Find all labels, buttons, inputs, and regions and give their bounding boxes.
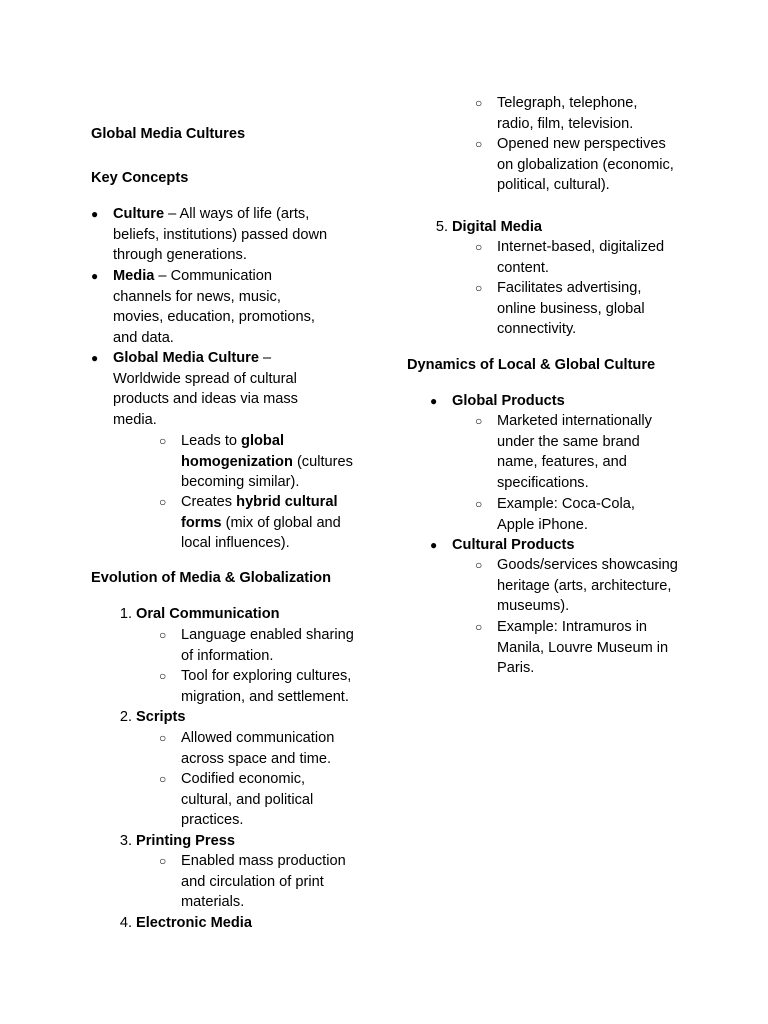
list-item-printing-press: 3. Printing Press [119, 833, 235, 849]
section-heading-evolution: Evolution of Media & Globalization [91, 570, 331, 586]
bullet-marker: ● [91, 207, 99, 221]
section-heading-dynamics: Dynamics of Local & Global Culture [407, 357, 656, 373]
list-item-culture [91, 204, 353, 266]
sub-item: ○ Language enabled sharing of information. [159, 627, 354, 664]
term-culture: Culture [113, 206, 165, 222]
sub-item: ○ Example: Intramuros in Manila, Louvre Museum in Paris. [475, 619, 669, 677]
sub-item: ○ Example: Coca-Cola, Apple iPhone. [475, 496, 635, 533]
definition-media: – Communication channels for news, music, movies, education, promotions, and data. [113, 268, 315, 347]
sub-item: ○ Goods/services showcasing heritage (arts, architecture, museums). [475, 557, 678, 615]
list-item-oral-communication: 1. Oral Communication [119, 606, 280, 622]
sub-item: ○ Facilitates advertising, online business, global connectivity. [475, 280, 645, 338]
sub-item: ○ Marketed internationally under the same brand name, features, and specifications. [475, 413, 652, 492]
term-global-media-culture: Global Media Culture [113, 350, 259, 366]
list-item-cultural-products: ● Cultural Products [430, 537, 575, 553]
document-title: Global Media Cultures [91, 126, 246, 142]
sub-item: ○ Enabled mass production and circulation of print materials. [159, 853, 346, 911]
sub-item-hybrid: ○ Creates hybrid cultural forms (mix of global and local influences). [159, 494, 341, 552]
bullet-marker: ● [91, 351, 99, 365]
sub-bullet-marker: ○ [159, 495, 167, 509]
list-item-global-media-culture [91, 348, 318, 431]
sub-item: ○ Tool for exploring cultures, migration, and settlement. [159, 668, 352, 705]
sub-item: ○ Allowed communication across space and time. [159, 730, 335, 767]
definition-culture: – All ways of life (arts, beliefs, institutions) passed down through generations. [113, 206, 328, 264]
list-item-electronic-media: 4. Electronic Media [119, 915, 252, 931]
list-item-media [91, 266, 333, 349]
sub-item: ○ Opened new perspectives on globalization (economic, political, cultural). [475, 136, 674, 194]
sub-bullet-marker: ○ [159, 434, 167, 448]
definition-global-media-culture: – Worldwide spread of cultural products and ideas via mass media. [113, 350, 298, 429]
section-heading-key-concepts: Key Concepts [91, 170, 189, 186]
list-item-global-products: ● Global Products [430, 393, 565, 409]
sub-item: ○ Internet-based, digitalized content. [475, 239, 665, 276]
bullet-marker: ● [91, 269, 99, 283]
list-item-scripts: 2. Scripts [119, 709, 186, 725]
sub-item: ○ Telegraph, telephone, radio, film, television. [475, 95, 638, 132]
term-media: Media [113, 268, 155, 284]
sub-item-homogenization: ○ Leads to global homogenization (cultures becoming similar). [159, 433, 353, 491]
sub-item: ○ Codified economic, cultural, and political practices. [159, 771, 314, 829]
list-item-digital-media: 5. Digital Media [435, 219, 543, 235]
